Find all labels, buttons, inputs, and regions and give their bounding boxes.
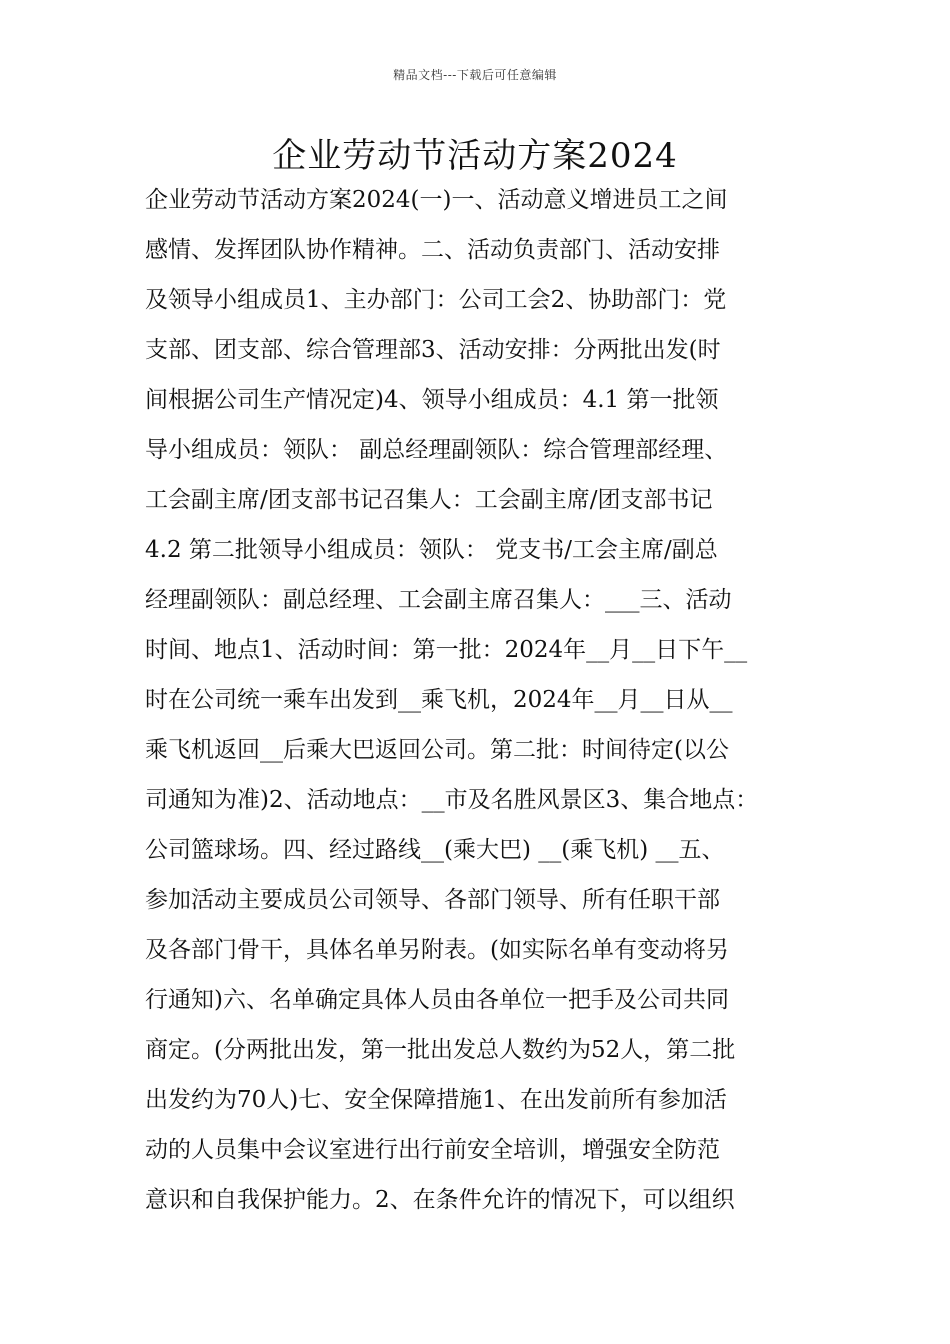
body-line: 工会副主席/团支部书记召集人：工会副主席/团支部书记 [145, 487, 713, 513]
body-line: 动的人员集中会议室进行出行前安全培训，增强安全防范 [145, 1137, 720, 1163]
body-line: 出发约为70人)七、安全保障措施1、在出发前所有参加活 [145, 1087, 727, 1113]
body-line: 导小组成员：领队： 副总经理副领队：综合管理部经理、 [145, 437, 728, 463]
page-header: 精品文档---下载后可任意编辑 [393, 68, 557, 82]
body-line: 支部、团支部、综合管理部3、活动安排：分两批出发(时 [145, 337, 721, 363]
document-title: 企业劳动节活动方案2024 [272, 136, 678, 176]
body-line: 司通知为准)2、活动地点：__市及名胜风景区3、集合地点： [145, 787, 759, 813]
body-line: 意识和自我保护能力。2、在条件允许的情况下，可以组织 [145, 1187, 735, 1213]
body-line: 及各部门骨干，具体名单另附表。(如实际名单有变动将另 [145, 937, 729, 963]
body-line: 参加活动主要成员公司领导、各部门领导、所有任职干部 [145, 887, 720, 913]
body-line: 商定。(分两批出发，第一批出发总人数约为52人，第二批 [145, 1037, 736, 1063]
body-line: 时在公司统一乘车出发到__乘飞机，2024年__月__日从__ [145, 687, 733, 713]
body-line: 公司篮球场。四、经过路线__(乘大巴) __(乘飞机) __五、 [145, 837, 725, 863]
body-line: 及领导小组成员1、主办部门：公司工会2、协助部门：党 [145, 287, 727, 313]
body-line: 经理副领队：副总经理、工会副主席召集人：___三、活动 [145, 587, 732, 613]
body-line: 行通知)六、名单确定具体人员由各单位一把手及公司共同 [145, 987, 729, 1013]
body-line: 感情、发挥团队协作精神。二、活动负责部门、活动安排 [145, 237, 720, 263]
body-line: 间根据公司生产情况定)4、领导小组成员：4.1 第一批领 [145, 387, 719, 413]
body-line: 时间、地点1、活动时间：第一批：2024年__月__日下午__ [145, 637, 748, 663]
body-line: 企业劳动节活动方案2024(一)一、活动意义增进员工之间 [145, 187, 728, 213]
body-line: 4.2 第二批领导小组成员：领队： 党支书/工会主席/副总 [145, 537, 718, 563]
body-line: 乘飞机返回__后乘大巴返回公司。第二批：时间待定(以公 [145, 737, 729, 763]
document-body [145, 178, 809, 1228]
